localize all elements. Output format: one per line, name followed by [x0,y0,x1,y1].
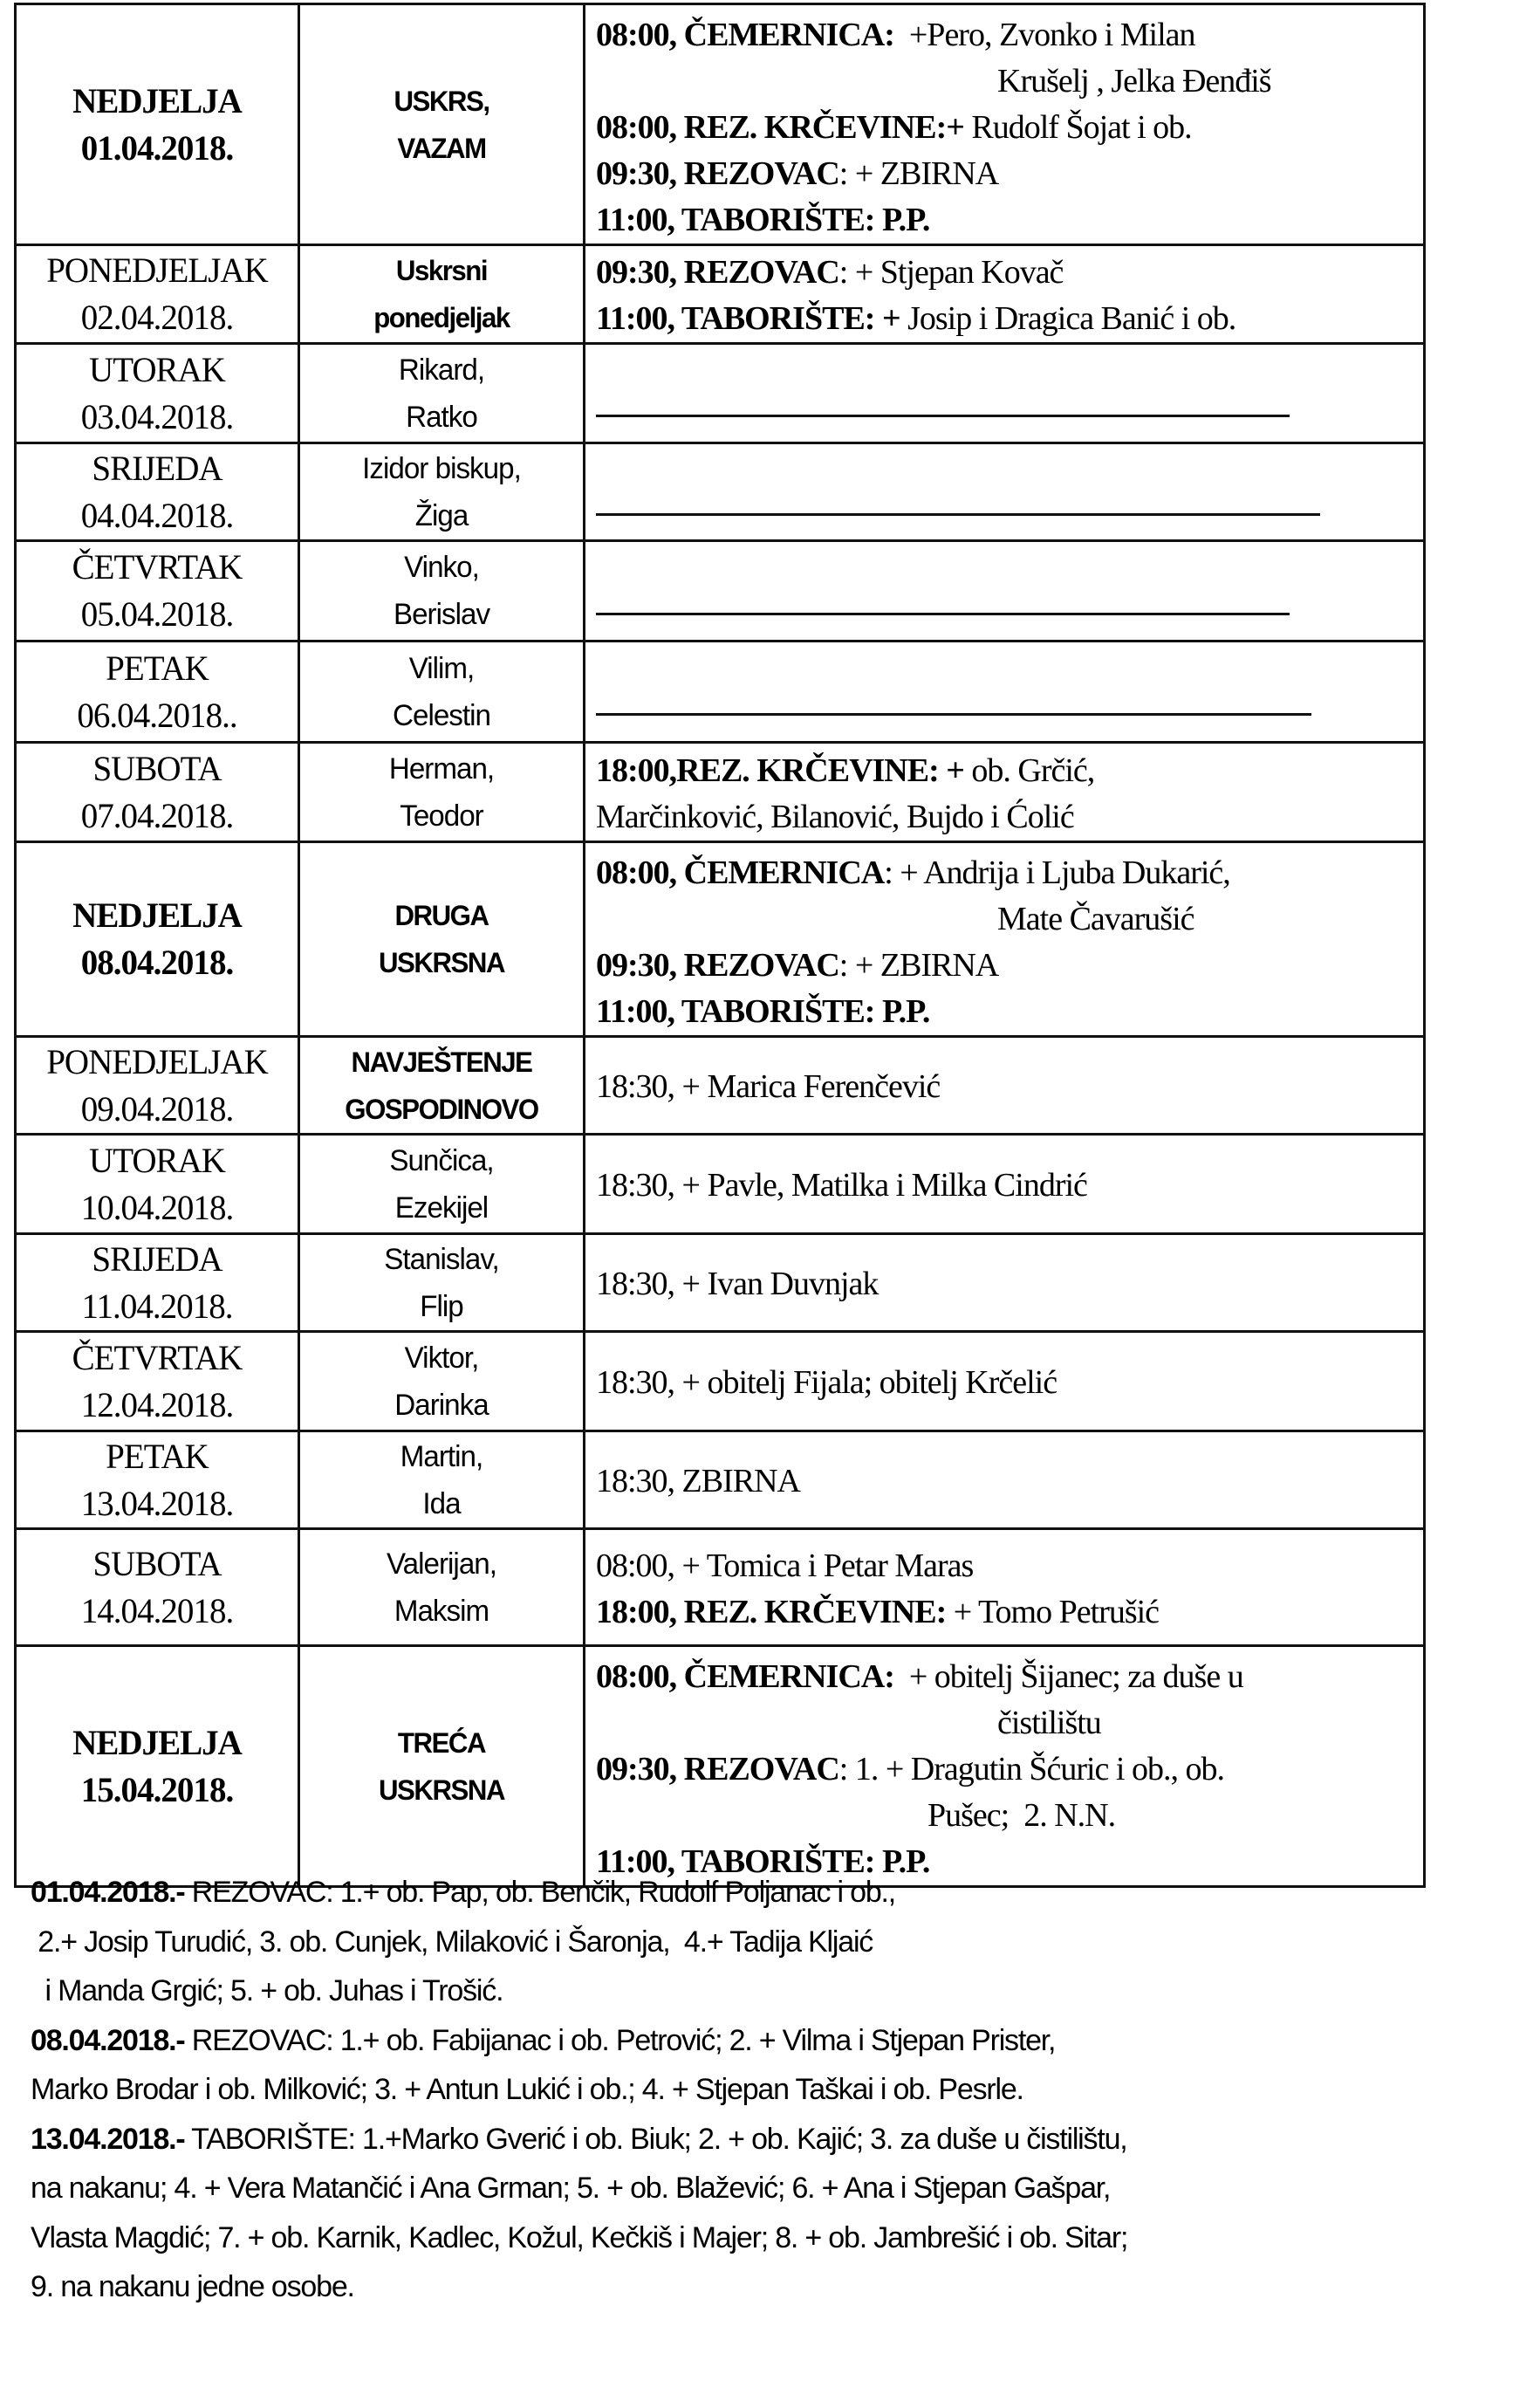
date-label: 15.04.2018. [80,1769,234,1809]
mass-entry [596,794,1423,841]
mass-intention: 18:30, + obitelj Fijala; obitelj Krčelić [596,1364,1057,1401]
mass-entries [585,1159,1423,1209]
date-label: 11.04.2018. [81,1286,233,1326]
mass-intention: čistilištu [997,1705,1101,1741]
feast-cell [299,344,585,443]
note-text: Vlasta Magdić; 7. + ob. Karnik, Kadlec, Kožul, Kečkiš i Majer; 8. + ob. Jambrešić i ob. Sitar; [31,2220,1128,2254]
schedule-row [16,541,1425,642]
feast-name-line: Celestin [393,698,490,732]
schedule-body [16,4,1425,1887]
mass-time-place: 09:30, REZOVAC [596,947,839,984]
date-label: 03.04.2018. [80,396,234,436]
feast-cell [299,1234,585,1332]
note-text: 2.+ Josip Turudić, 3. ob. Cunjek, Milaković i Šaronja, 4.+ Tadija Kljaić [31,1925,873,1959]
mass-entries [585,5,1423,244]
mass-entries [585,246,1423,342]
date-label: 14.04.2018. [80,1590,234,1630]
day-cell [16,443,299,541]
feast-cell [299,842,585,1037]
note-line [31,1966,1514,2016]
mass-intention: +Pero, Zvonko i Milan [893,17,1195,53]
mass-intention: : 1. + Dragutin Šćuric i ob., ob. [838,1751,1224,1787]
note-text: na nakanu; 4. + Vera Matančić i Ana Grman; 5. + ob. Blažević; 6. + Ana i Stjepan Gašpar, [31,2172,1111,2205]
weekday-label: UTORAK [89,349,225,389]
note-text: REZOVAC: 1.+ ob. Pap, ob. Benčik, Rudolf Poljanac i ob., [184,1876,896,1909]
mass-intention: Rudolf Šojat i ob. [963,109,1192,146]
empty-entry-line [596,613,1290,615]
mass-cell [585,1332,1425,1431]
feast-name-line: DRUGA [394,900,489,931]
mass-cell [585,842,1425,1037]
day-cell [16,842,299,1037]
mass-time-place: 11:00, TABORIŠTE: P.P. [596,1843,930,1880]
mass-time-place: 11:00, TABORIŠTE: P.P. [596,993,930,1030]
feast-cell [299,1431,585,1529]
feast-name-line: Rikard, [398,353,485,387]
mass-time-place: 08:00, ČEMERNICA: [596,1658,894,1695]
schedule-row [16,642,1425,743]
feast-cell [299,1332,585,1431]
weekday-label: SUBOTA [92,1543,222,1583]
mass-entries [585,369,1423,417]
note-text: REZOVAC: 1.+ ob. Fabijanac i ob. Petrović; 2. + Vilma i Stjepan Prister, [184,2023,1056,2057]
note-line [31,1918,1514,1967]
feast-name-line: Valerijan, [386,1547,496,1581]
day-cell [16,4,299,245]
note-line [31,2262,1514,2312]
mass-entry [596,197,1423,244]
feast-name-line: USKRSNA [378,1774,505,1806]
mass-intention: Mate Čavarušić [997,901,1194,937]
weekday-label: SRIJEDA [92,1239,222,1279]
mass-intention: Krušelj , Jelka Đenđiš [997,63,1271,99]
mass-entries [585,567,1423,615]
schedule-row [16,1646,1425,1887]
feast-name-line: TREĆA [397,1726,486,1759]
day-cell [16,1135,299,1234]
mass-time-place: 09:30, REZOVAC [596,155,839,192]
mass-cell [585,642,1425,743]
mass-cell [585,1234,1425,1332]
note-line [31,2065,1514,2115]
feast-name-line: Berislav [393,598,490,631]
mass-cell [585,541,1425,642]
day-cell [16,1332,299,1431]
schedule-row [16,1529,1425,1646]
feast-name-line: ponedjeljak [373,302,510,333]
schedule-row [16,743,1425,842]
mass-time-place: 08:00, REZ. KRČEVINE:+ [596,109,964,146]
feast-name-line: Žiga [414,498,469,532]
mass-intention: 08:00, + Tomica i Petar Maras [596,1547,974,1584]
mass-time-place: 09:30, REZOVAC [596,254,839,291]
mass-cell [585,1646,1425,1887]
mass-entries [585,1647,1423,1885]
mass-entry [596,943,1423,989]
day-cell [16,642,299,743]
feast-name-line: GOSPODINOVO [345,1093,538,1125]
note-text: 9. na nakanu jedne osobe. [31,2270,354,2303]
mass-entry [596,1589,1423,1636]
mass-entry [596,151,1423,197]
mass-entry [596,1458,1423,1505]
mass-cell [585,4,1425,245]
feast-name-line: Stanislav, [384,1242,499,1276]
feast-cell [299,541,585,642]
feast-cell [299,1135,585,1234]
feast-name-line: Maksim [394,1594,489,1628]
day-cell [16,344,299,443]
feast-name-line: VAZAM [397,132,486,164]
schedule-row [16,1037,1425,1135]
mass-entry [596,250,1423,296]
weekday-label: NEDJELJA [72,1722,242,1762]
feast-name-line: NAVJEŠTENJE [351,1046,532,1078]
mass-cell [585,1135,1425,1234]
feast-name-line: Vinko, [404,551,479,584]
weekday-label: ČETVRTAK [72,547,243,587]
date-label: 02.04.2018. [80,298,234,337]
mass-intention: Marčinković, Bilanović, Bujdo i Ćolić [596,798,1074,835]
feast-name-line: Viktor, [404,1341,479,1375]
mass-entries [585,1258,1423,1307]
mass-intention: Pušec; 2. N.N. [927,1797,1116,1834]
date-label: 01.04.2018. [80,127,234,168]
mass-intention: 18:30, ZBIRNA [596,1463,800,1499]
mass-intention: 18:30, + Marica Ferenčević [596,1068,941,1105]
schedule-row [16,842,1425,1037]
date-label: 05.04.2018. [80,594,234,634]
feast-name-line: Darinka [394,1388,489,1422]
mass-intentions-notes [31,1868,1514,2312]
mass-entries [585,1060,1423,1110]
mass-time-place: 08:00, ČEMERNICA: [596,17,894,53]
date-label: 10.04.2018. [80,1187,234,1227]
note-text: Marko Brodar i ob. Milković; 3. + Antun Lukić i ob.; 4. + Stjepan Taškai i ob. Pesrle. [31,2073,1023,2106]
empty-entry-line [596,513,1320,516]
mass-entries [585,468,1423,516]
mass-entry [596,1360,1423,1406]
weekday-label: NEDJELJA [72,80,242,120]
mass-intention: + obitelj Šijanec; za duše u [893,1658,1243,1695]
feast-name-line: USKRS, [394,85,489,117]
feast-name-line: Herman, [388,751,495,786]
mass-entry [596,1700,1423,1746]
feast-name-line: Ezekijel [394,1190,489,1225]
date-label: 06.04.2018.. [77,695,237,735]
mass-cell [585,1431,1425,1529]
note-text: TABORIŠTE: 1.+Marko Gverić i ob. Biuk; 2. + ob. Kajić; 3. za duše u čistilištu, [184,2122,1127,2156]
mass-entry [596,58,1423,105]
day-cell [16,1234,299,1332]
date-label: 04.04.2018. [80,495,234,535]
mass-entry [596,105,1423,151]
date-label: 08.04.2018. [80,943,234,982]
day-cell [16,743,299,842]
feast-name-line: Martin, [400,1439,483,1473]
date-label: 09.04.2018. [80,1088,234,1129]
mass-entries [585,668,1423,716]
weekday-label: PONEDJELJAK [46,1041,268,1081]
feast-cell [299,4,585,245]
schedule-row [16,4,1425,245]
day-cell [16,541,299,642]
mass-cell [585,245,1425,344]
mass-intention: : + Stjepan Kovač [838,254,1064,291]
feast-name-line: Flip [420,1289,463,1323]
feast-name-line: Uskrsni [395,255,488,286]
schedule-row [16,1135,1425,1234]
feast-cell [299,443,585,541]
feast-name-line: Teodor [400,799,483,833]
schedule-row [16,443,1425,541]
schedule-row [16,1234,1425,1332]
empty-entry-line [596,415,1290,417]
weekday-label: ČETVRTAK [72,1337,243,1377]
feast-cell [299,1037,585,1135]
mass-time-place: 08:00, ČEMERNICA [596,854,885,891]
mass-entry [596,748,1423,794]
feast-cell [299,1646,585,1887]
note-date: 01.04.2018.- [31,1876,185,1909]
feast-cell [299,743,585,842]
mass-entries [585,843,1423,1035]
mass-entry [596,989,1423,1035]
weekday-label: SRIJEDA [92,448,222,488]
day-cell [16,245,299,344]
weekday-label: PETAK [106,1436,209,1476]
mass-entry [596,1261,1423,1307]
mass-cell [585,344,1425,443]
day-cell [16,1431,299,1529]
feast-name-line: Ratko [406,400,477,434]
note-line [31,2164,1514,2213]
weekday-label: PETAK [106,648,209,688]
mass-entry [596,1654,1423,1700]
date-label: 07.04.2018. [80,795,234,835]
date-label: 12.04.2018. [80,1384,234,1424]
feast-name-line: Sunčica, [389,1143,494,1177]
feast-cell [299,245,585,344]
note-line [31,2213,1514,2263]
mass-cell [585,743,1425,842]
weekday-label: PONEDJELJAK [46,250,268,290]
mass-cell [585,1037,1425,1135]
mass-entry [596,896,1423,943]
feast-name-line: USKRSNA [378,947,505,978]
mass-entries [585,1455,1423,1505]
feast-cell [299,642,585,743]
note-date: 13.04.2018.- [31,2122,185,2156]
mass-intention: : + Andrija i Ljuba Dukarić, [884,854,1230,891]
mass-time-place: 11:00, TABORIŠTE: + [596,300,900,337]
mass-entry [596,296,1423,342]
mass-entry [596,1064,1423,1110]
mass-intention: + Tomo Petrušić [946,1593,1160,1630]
mass-entries [585,1356,1423,1406]
note-line [31,1868,1514,1918]
mass-intention: Josip i Dragica Banić i ob. [900,300,1236,337]
date-label: 13.04.2018. [80,1483,234,1523]
mass-cell [585,1529,1425,1646]
mass-entry [596,1543,1423,1589]
mass-time-place: 09:30, REZOVAC [596,1751,839,1787]
day-cell [16,1037,299,1135]
mass-intention: ob. Grčić, [963,751,1095,789]
weekday-label: NEDJELJA [72,895,242,935]
mass-intention: : + ZBIRNA [838,947,999,984]
mass-time-place: 11:00, TABORIŠTE: P.P. [596,202,930,238]
note-line [31,2115,1514,2165]
mass-intention: 18:30, + Pavle, Matilka i Milka Cindrić [596,1167,1087,1204]
day-cell [16,1529,299,1646]
mass-time-place: 18:00, REZ. KRČEVINE: [596,1593,947,1630]
mass-entry [596,12,1423,58]
mass-entry [596,1793,1423,1839]
feast-cell [299,1529,585,1646]
feast-name-line: Ida [422,1486,461,1520]
empty-entry-line [596,713,1311,716]
mass-entries [585,1540,1423,1636]
mass-schedule-table [14,3,1426,1888]
feast-name-line: Izidor biskup, [362,451,521,485]
weekday-label: SUBOTA [92,748,222,788]
day-cell [16,1646,299,1887]
weekday-label: UTORAK [89,1140,225,1180]
note-date: 08.04.2018.- [31,2023,185,2057]
schedule-row [16,344,1425,443]
mass-entries [585,744,1423,841]
feast-name-line: Vilim, [408,651,475,685]
mass-entry [596,850,1423,896]
schedule-row [16,1332,1425,1431]
mass-entry [596,1163,1423,1209]
mass-intention: 18:30, + Ivan Duvnjak [596,1266,879,1302]
schedule-row [16,245,1425,344]
mass-entry [596,1746,1423,1793]
mass-intention: : + ZBIRNA [838,155,999,192]
note-line [31,2016,1514,2066]
note-text: i Manda Grgić; 5. + ob. Juhas i Trošić. [31,1974,503,2007]
mass-cell [585,443,1425,541]
schedule-row [16,1431,1425,1529]
mass-time-place: 18:00,REZ. KRČEVINE: + [596,751,964,789]
